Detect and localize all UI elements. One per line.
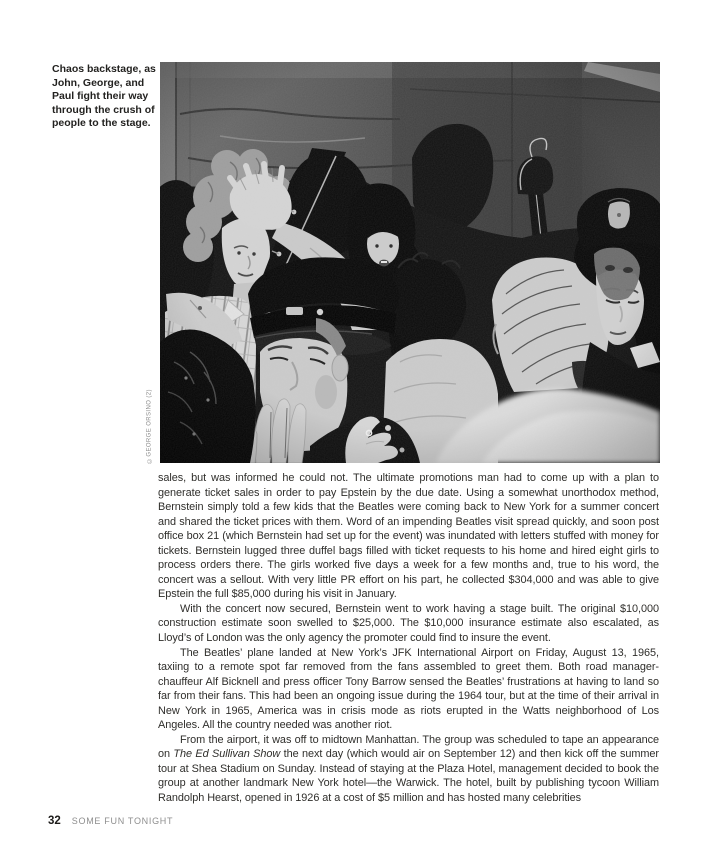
body-paragraph: sales, but was informed he could not. The ultimate promotions man had to come up with a plan to generate ticket sales in order to pay Epstein by the due date. Using a somewhat unorthodox method, Bernstein simply told a few kids that the Beatles were coming back to New York for a summer concert and shared the ticket prices with them. Word of an impending Beatles visit spread quickly, and soon post office box 21 (which Bernstein had set up for the event) was inundated with letters stuffed with money for tickets. Bernstein lugged three duffel bags filled with ticket requests to his home and hired eight girls to process orders there. The girls worked five days a week for a few months and, true to his word, the concert was a sellout. With very little PR effort on his part, he collected $304,000 and was able to give Epstein the full $85,000 during his visit in January.: [158, 472, 659, 601]
caption-line: people to the stage.: [52, 117, 151, 130]
body-paragraph: With the concert now secured, Bernstein went to work having a stage built. The original $10,000 construction estimate soon swelled to $25,000. The $10,000 insurance estimate also escalated, as Lloyd’s of London was the only agency the promoter could find to insure the event.: [158, 602, 659, 645]
caption-line: John, George, and: [52, 76, 145, 89]
caption-line: Paul fight their way: [52, 90, 149, 103]
page-number: 32: [48, 815, 61, 827]
page-footer: [48, 815, 173, 827]
article-body: [158, 471, 659, 806]
body-paragraph: The Beatles’ plane landed at New York’s JFK International Airport on Friday, August 13, 1965, taxiing to a remote spot far removed from the fans assembled to greet them. Both road manager-chauffeur Alf Bicknell and press officer Tony Barrow sensed the Beatles’ frustrations at having to land so far from their fans. This had been an ongoing issue during the 1964 tour, but at the time of their arrival in New York in 1965, America was in crisis mode as riots erupted in the Watts neighborhood of Los Angeles. All the country needed was another riot.: [158, 646, 659, 732]
caption-line: Chaos backstage, as: [52, 63, 156, 75]
photo-caption: [52, 63, 156, 131]
running-title: SOME FUN TONIGHT: [71, 816, 174, 826]
vignette: [160, 62, 660, 463]
photo-credit: ©GEORGE ORSINO (2): [146, 389, 153, 463]
body-paragraph: From the airport, it was off to midtown Manhattan. The group was scheduled to tape an appearance on The Ed Sullivan Show the next day (which would air on September 12) and then kick off the summer tour at Shea Stadium on Sunday. Instead of staying at the Plaza Hotel, management decided to book the group at another landmark New York hotel—the Warwick. The hotel, built by publishing tycoon William Randolph Hearst, opened in 1926 at a cost of $5 million and has hosted many celebrities: [158, 733, 660, 805]
caption-line: through the crush of: [52, 103, 155, 116]
backstage-crowd-photo: [160, 62, 660, 463]
